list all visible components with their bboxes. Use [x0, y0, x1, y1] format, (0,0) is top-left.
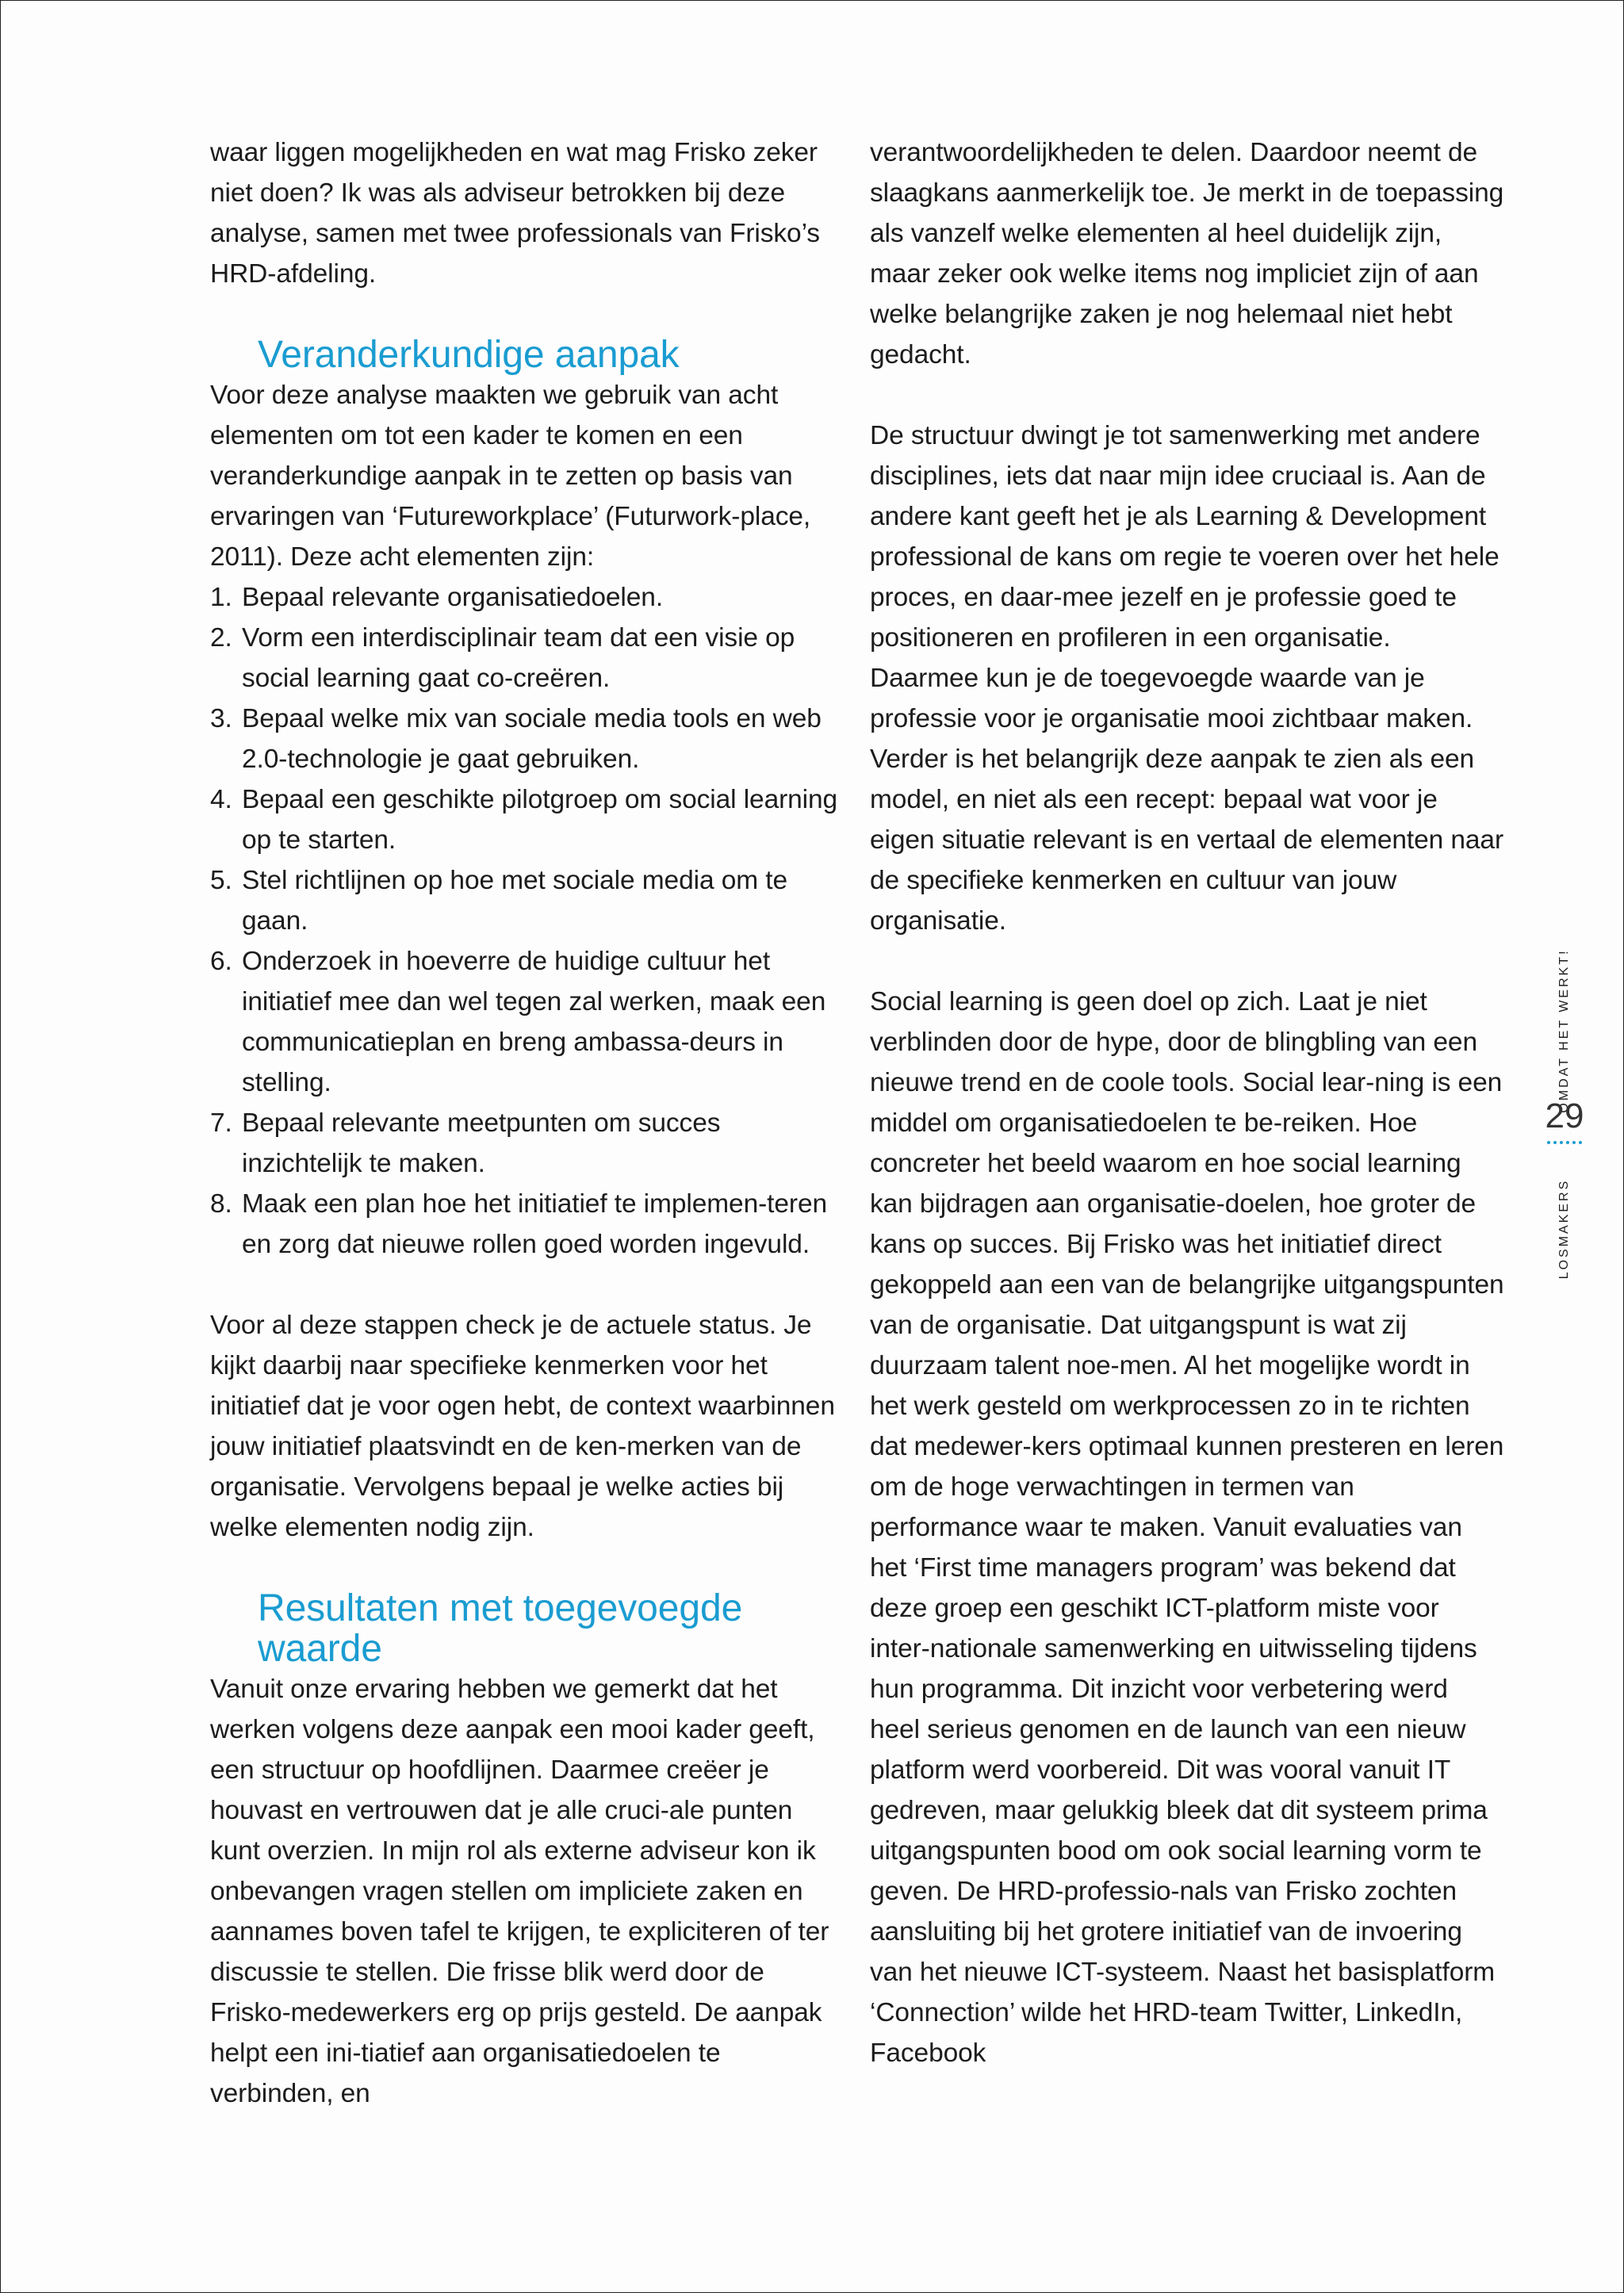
list-item-number: 7.: [210, 1108, 232, 1138]
body-paragraph: De structuur dwingt je tot samenwerking met andere disciplines, iets dat naar mijn idee cruciaal is. Aan de andere kant geeft het je als Learning & Development professional de kans om regie te voeren over het hele proces, en daar-mee jezelf en je professie goed te positioneren en profileren in een organisatie. Daarmee kun je de toegevoegde waarde van je professie voor je organisatie mooi zichtbaar maken. Verder is het belangrijk deze aanpak te zien als een model, en niet als een recept: bepaal wat voor je eigen situatie relevant is en vertaal de elementen naar de specifieke kenmerken en cultuur van jouw organisatie.: [870, 421, 1504, 936]
list-item-number: 3.: [210, 704, 232, 733]
right-column: [870, 132, 1504, 2073]
list-item: [210, 699, 845, 779]
section-heading-veranderkundige-aanpak: Veranderkundige aanpak: [258, 334, 680, 376]
list-item-number: 8.: [210, 1189, 232, 1219]
list-item: [210, 618, 845, 699]
list-item-text: Onderzoek in hoeverre de huidige cultuur het initiatief mee dan wel tegen zal werken, maak een communicatieplan en breng ambassa-deurs in stelling.: [242, 947, 826, 1097]
page-number: 29: [1545, 1097, 1584, 1135]
list-item-number: 1.: [210, 583, 232, 612]
section-label: OMDAT HET WERKT!: [1557, 948, 1571, 1113]
list-item-text: Maak een plan hoe het initiatief te implemen-teren en zorg dat nieuwe rollen goed worden ingevuld.: [242, 1189, 828, 1259]
intro-paragraph: waar liggen mogelijkheden en wat mag Frisko zeker niet doen? Ik was als adviseur betrokken bij deze analyse, samen met twee professionals van Frisko’s HRD-afdeling.: [210, 138, 820, 289]
body-paragraph: verantwoordelijkheden te delen. Daardoor neemt de slaagkans aanmerkelijk toe. Je merkt in de toepassing als vanzelf welke elementen al heel duidelijk zijn, maar zeker ook welke items nog impliciet zijn of aan welke belangrijke zaken je nog helemaal niet hebt gedacht.: [870, 138, 1504, 369]
list-item-number: 4.: [210, 785, 232, 814]
body-paragraph: Voor al deze stappen check je de actuele status. Je kijkt daarbij naar specifieke kenmerken voor het initiatief dat je voor ogen hebt, de context waarbinnen jouw initiatief plaatsvindt en de ken-merken van de organisatie. Vervolgens bepaal je welke acties bij welke elementen nodig zijn.: [210, 1311, 835, 1542]
book-title-label: LOSMAKERS: [1557, 1178, 1571, 1280]
list-item-text: Bepaal een geschikte pilotgroep om social learning op te starten.: [242, 785, 838, 855]
list-item-number: 5.: [210, 866, 232, 895]
elements-list: [210, 577, 845, 1265]
list-item-text: Stel richtlijnen op hoe met sociale media om te gaan.: [242, 866, 787, 936]
left-column: [210, 132, 845, 2114]
body-paragraph: Vanuit onze ervaring hebben we gemerkt dat het werken volgens deze aanpak een mooi kader geeft, een structuur op hoofdlijnen. Daarmee creëer je houvast en vertrouwen dat je alle cruci-ale punten kunt overzien. In mijn rol als externe adviseur kon ik onbevangen vragen stellen om impliciete zaken en aannames boven tafel te krijgen, te expliciteren of ter discussie te stellen. Die frisse blik werd door de Frisko-medewerkers erg op prijs gesteld. De aanpak helpt een ini-tiatief aan organisatiedoelen te verbinden, en: [210, 1675, 829, 2108]
list-item-text: Bepaal relevante meetpunten om succes inzichtelijk te maken.: [242, 1108, 721, 1178]
list-item: [210, 860, 845, 941]
list-item: [210, 1184, 845, 1265]
list-item-text: Bepaal welke mix van sociale media tools en web 2.0-technologie je gaat gebruiken.: [242, 704, 822, 774]
body-paragraph: Voor deze analyse maakten we gebruik van acht elementen om tot een kader te komen en een veranderkundige aanpak in te zetten op basis van ervaringen van ‘Futureworkplace’ (Futurwork-place, 2011). Deze acht elementen zijn:: [210, 381, 811, 572]
list-item: [210, 1103, 845, 1184]
page-sidebar: [1541, 928, 1588, 1280]
list-item-text: Bepaal relevante organisatiedoelen.: [242, 583, 664, 612]
body-paragraph: Social learning is geen doel op zich. Laat je niet verblinden door de hype, door de blingbling van een nieuwe trend en de coole tools. Social lear-ning is een middel om organisatiedoelen te be-reiken. Hoe concreter het beeld waarom en hoe social learning kan bijdragen aan organisatie-doelen, hoe groter de kans op succes. Bij Frisko was het initiatief direct gekoppeld aan een van de belangrijke uitgangspunten van de organisatie. Dat uitgangspunt is wat zij duurzaam talent noe-men. Al het mogelijke wordt in het werk gesteld om werkprocessen zo in te richten dat medewer-kers optimaal kunnen presteren en leren om de hoge verwachtingen in termen van performance waar te maken. Vanuit evaluaties van het ‘First time managers program’ was bekend dat deze groep een geschikt ICT-platform miste voor inter-nationale samenwerking en uitwisseling tijdens hun programma. Dit inzicht voor verbetering werd heel serieus genomen en de launch van een nieuw platform werd voorbereid. Dit was vooral vanuit IT gedreven, maar gelukkig bleek dat dit systeem prima uitgangspunten bood om ook social learning vorm te geven. De HRD-professio-nals van Frisko zochten aansluiting bij het grotere initiatief van de invoering van het nieuwe ICT-systeem. Naast het basisplatform ‘Connection’ wilde het HRD-team Twitter, LinkedIn, Facebook: [870, 987, 1504, 2068]
list-item: [210, 941, 845, 1103]
list-item-number: 2.: [210, 623, 232, 653]
list-item: [210, 577, 845, 618]
section-heading-resultaten: Resultaten met toegevoegde waarde: [258, 1587, 743, 1670]
list-item: [210, 779, 845, 860]
dotted-divider: [1547, 1141, 1582, 1144]
list-item-text: Vorm een interdisciplinair team dat een visie op social learning gaat co-creëren.: [242, 623, 795, 693]
list-item-number: 6.: [210, 947, 232, 976]
